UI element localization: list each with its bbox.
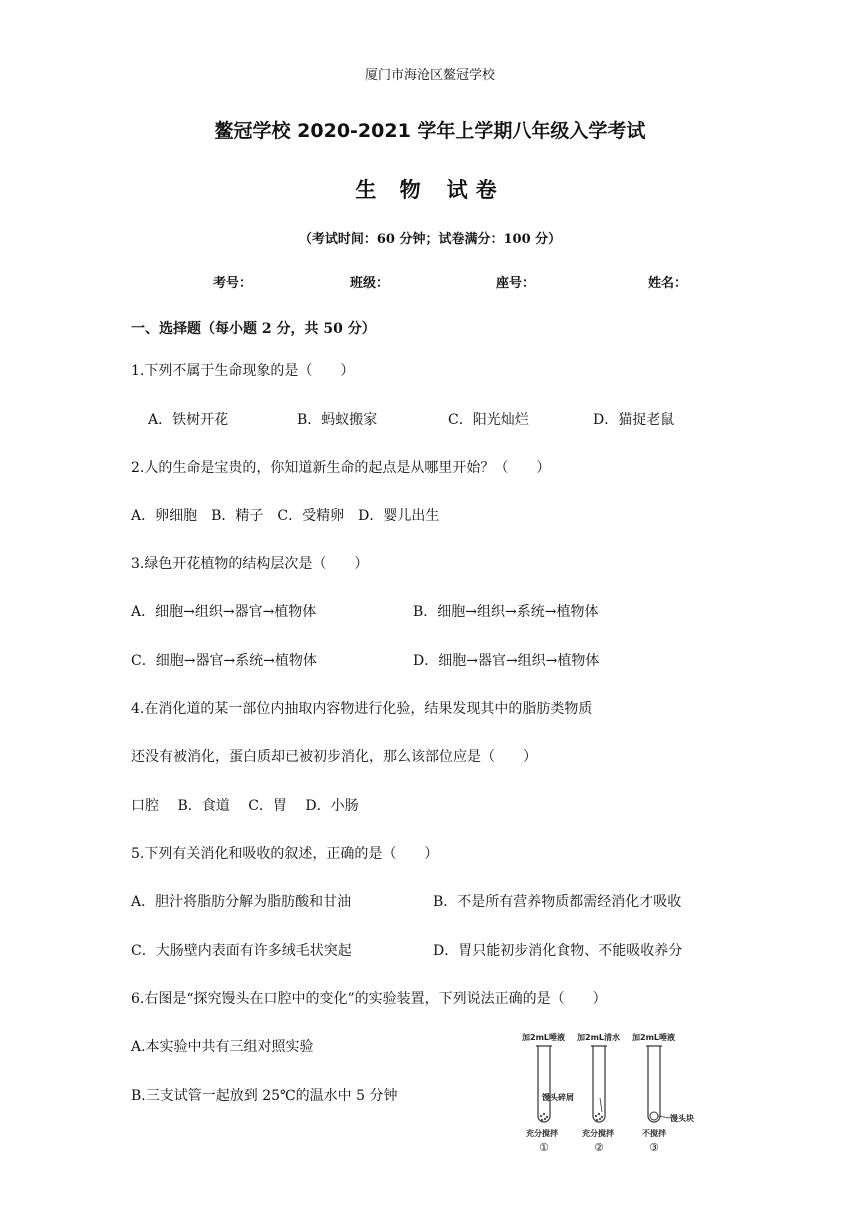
q2-options: A．卵细胞 B．精子 C．受精卵 D．婴儿出生 (131, 508, 440, 524)
exam-info: （考试时间：60 分钟；试卷满分：100 分） (298, 232, 562, 247)
question-6-stem: 6.右图是“探究馒头在口腔中的变化”的实验装置，下列说法正确的是（ ） (131, 991, 607, 1007)
question-4-stem-line-1: 4.在消化道的某一部位内抽取内容物进行化验，结果发现其中的脂肪类物质 (131, 701, 593, 717)
question-3-stem: 3.绿色开花植物的结构层次是（ ） (131, 556, 369, 572)
q4-options: 口腔 B．食道 C．胃 D．小肠 (131, 798, 359, 814)
q3-option-d: D．细胞→器官→组织→植物体 (413, 653, 600, 669)
q1-option-d: D．猫捉老鼠 (593, 412, 675, 428)
question-5-stem: 5.下列有关消化和吸收的叙述，正确的是（ ） (131, 846, 439, 862)
tube-1-top-label: 加2mL唾液 (522, 1033, 565, 1042)
question-1-stem: 1.下列不属于生命现象的是（ ） (131, 363, 355, 379)
tube-3-bottom-label: 不搅拌 (642, 1129, 666, 1138)
tube-2-number: ② (594, 1141, 604, 1154)
tube-3-bread-block (650, 1112, 658, 1120)
q1-option-c: C．阳光灿烂 (448, 412, 529, 428)
tube-3-number: ③ (649, 1141, 659, 1154)
q3-option-c: C．细胞→器官→系统→植物体 (131, 653, 317, 669)
tube-1-bottom-label: 充分搅拌 (526, 1129, 558, 1138)
block-label: 馒头块 (670, 1114, 694, 1123)
question-2-stem: 2.人的生命是宝贵的，你知道新生命的起点是从哪里开始？（ ） (131, 460, 551, 476)
test-tube-2 (591, 1046, 607, 1122)
test-tube-3 (646, 1046, 662, 1122)
q5-option-d: D．胃只能初步消化食物、不能吸收养分 (433, 943, 683, 959)
section-heading: 一、选择题（每小题 2 分，共 50 分） (131, 321, 376, 337)
crumbs-label: 馒头碎屑 (542, 1093, 574, 1102)
tube-2-bottom-label: 充分搅拌 (582, 1129, 614, 1138)
tube-3-top-label: 加2mL唾液 (632, 1033, 675, 1042)
q3-option-b: B．细胞→组织→系统→植物体 (413, 604, 599, 620)
subject-title (0, 174, 860, 204)
test-tube-1 (536, 1046, 552, 1122)
q1-option-a: A．铁树开花 (148, 412, 229, 428)
q6-option-a: A.本实验中共有三组对照实验 (131, 1039, 314, 1055)
q5-option-c: C．大肠壁内表面有许多绒毛状突起 (131, 943, 352, 959)
q5-option-a: A．胆汁将脂肪分解为脂肪酸和甘油 (131, 894, 352, 910)
exam-title: 鳌冠学校 2020-2021 学年上学期八年级入学考试 (214, 120, 646, 142)
crumbs-pointer (600, 1098, 602, 1112)
field-seat: 座号： (496, 276, 536, 291)
q3-option-a: A．细胞→组织→器官→植物体 (131, 604, 317, 620)
field-class: 班级： (350, 276, 390, 291)
school-header: 厦门市海沧区鳌冠学校 (364, 68, 495, 83)
tube-2-crumbs (595, 1113, 603, 1121)
tube-2-top-label: 加2mL清水 (577, 1033, 620, 1042)
question-4-stem-line-2: 还没有被消化，蛋白质却已被初步消化，那么该部位应是（ ） (131, 749, 537, 765)
tube-1-crumbs (540, 1113, 548, 1121)
tube-1-number: ① (539, 1141, 549, 1154)
subject-name: 生 物 (355, 178, 429, 202)
q5-option-b: B．不是所有营养物质都需经消化才吸收 (433, 894, 682, 910)
paper-label: 试卷 (446, 178, 505, 202)
field-exam-number: 考号： (213, 276, 253, 291)
q6-option-b: B.三支试管一起放到 25℃的温水中 5 分钟 (131, 1088, 398, 1104)
field-name: 姓名： (648, 276, 688, 291)
q1-option-b: B．蚂蚁搬家 (297, 412, 378, 428)
experiment-diagram (520, 1030, 710, 1158)
